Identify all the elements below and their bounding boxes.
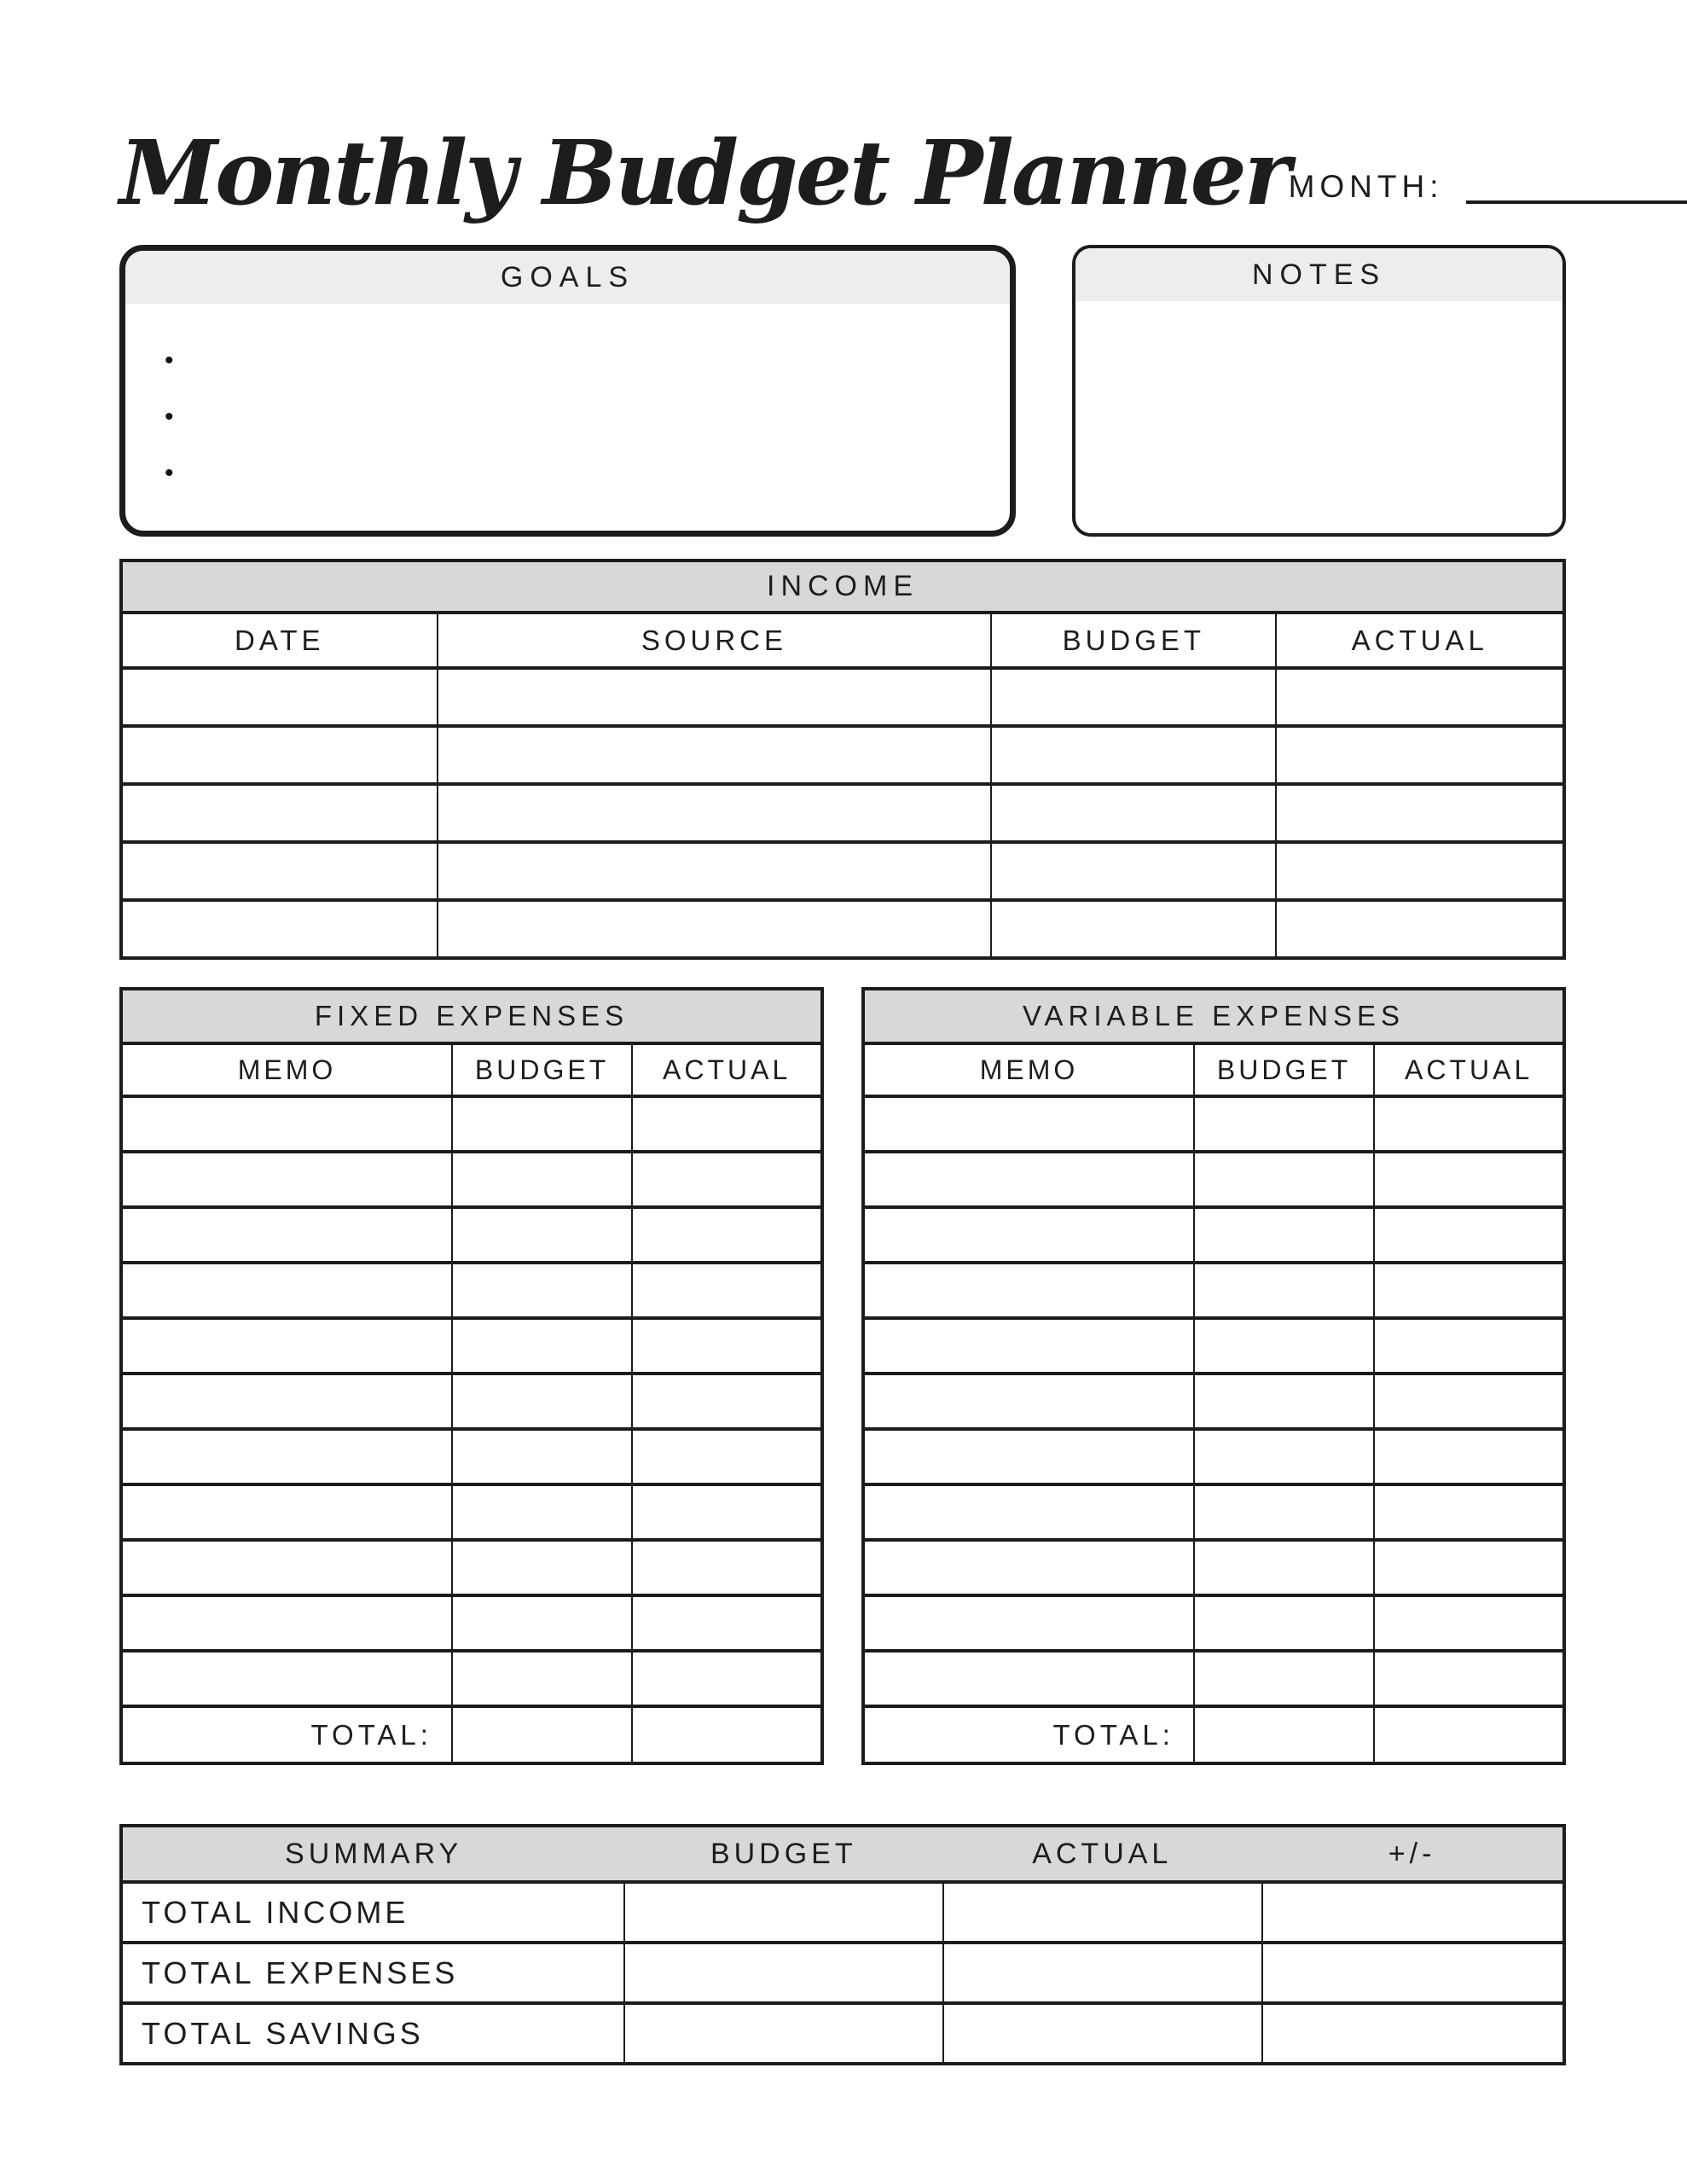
empty-cell <box>632 1318 822 1374</box>
empty-cell <box>991 784 1276 842</box>
bullet-icon: • <box>165 459 174 488</box>
summary-table <box>119 1824 1566 2065</box>
empty-cell <box>121 668 438 726</box>
empty-cell <box>1374 1429 1564 1484</box>
empty-cell <box>863 1096 1194 1152</box>
empty-cell <box>991 842 1276 900</box>
empty-cell <box>863 1484 1194 1540</box>
empty-cell <box>1276 784 1564 842</box>
variable-expenses-total-row <box>863 1706 1564 1763</box>
empty-cell <box>1374 1152 1564 1207</box>
empty-cell <box>632 1706 822 1763</box>
empty-cell <box>1374 1207 1564 1263</box>
income-col-budget: BUDGET <box>991 613 1276 668</box>
fixed-expenses-section-header: FIXED EXPENSES <box>121 989 822 1043</box>
empty-cell <box>452 1318 632 1374</box>
expenses-row <box>119 987 1566 1765</box>
table-row <box>121 1540 822 1595</box>
summary-header-budget: BUDGET <box>710 1837 857 1870</box>
empty-cell <box>1194 1207 1374 1263</box>
table-row <box>121 900 1564 958</box>
summary-label: TOTAL EXPENSES <box>121 1943 624 2003</box>
empty-cell <box>452 1374 632 1429</box>
empty-cell <box>1374 1651 1564 1706</box>
empty-cell <box>1374 1263 1564 1318</box>
empty-cell <box>452 1207 632 1263</box>
table-row <box>121 1152 822 1207</box>
empty-cell <box>1262 2003 1564 2064</box>
income-col-actual: ACTUAL <box>1276 613 1564 668</box>
empty-cell <box>121 1207 452 1263</box>
summary-label: TOTAL SAVINGS <box>121 2003 624 2064</box>
empty-cell <box>1194 1429 1374 1484</box>
table-row <box>863 1318 1564 1374</box>
empty-cell <box>632 1152 822 1207</box>
empty-cell <box>624 1882 943 1943</box>
empty-cell <box>438 726 992 784</box>
page-title: Monthly Budget Planner <box>119 120 1289 225</box>
empty-cell <box>991 668 1276 726</box>
summary-header-labels <box>123 1827 1562 1880</box>
empty-cell <box>943 1943 1263 2003</box>
empty-cell <box>632 1595 822 1651</box>
empty-cell <box>452 1651 632 1706</box>
summary-header-plus-minus: +/- <box>1388 1837 1436 1870</box>
empty-cell <box>452 1484 632 1540</box>
summary-label: TOTAL INCOME <box>121 1882 624 1943</box>
empty-cell <box>1374 1706 1564 1763</box>
summary-section-header <box>121 1826 1564 1882</box>
empty-cell <box>452 1152 632 1207</box>
empty-cell <box>943 1882 1263 1943</box>
variable-expenses-table <box>861 987 1566 1765</box>
empty-cell <box>452 1540 632 1595</box>
table-row <box>121 842 1564 900</box>
table-row <box>121 1595 822 1651</box>
empty-cell <box>121 1096 452 1152</box>
empty-cell <box>438 900 992 958</box>
summary-row-total-income <box>121 1882 1564 1943</box>
empty-cell <box>452 1706 632 1763</box>
empty-cell <box>1194 1152 1374 1207</box>
empty-cell <box>438 668 992 726</box>
empty-cell <box>1194 1263 1374 1318</box>
empty-cell <box>121 1318 452 1374</box>
empty-cell <box>943 2003 1263 2064</box>
empty-cell <box>632 1263 822 1318</box>
fixed-expenses-table <box>119 987 824 1765</box>
empty-cell <box>1194 1374 1374 1429</box>
fixed-col-budget: BUDGET <box>452 1043 632 1096</box>
table-row <box>121 1429 822 1484</box>
variable-col-actual: ACTUAL <box>1374 1043 1564 1096</box>
empty-cell <box>863 1318 1194 1374</box>
table-row <box>863 1263 1564 1318</box>
empty-cell <box>452 1429 632 1484</box>
empty-cell <box>1374 1318 1564 1374</box>
bullet-icon: • <box>165 403 174 432</box>
table-row <box>121 1374 822 1429</box>
table-row <box>863 1374 1564 1429</box>
table-row <box>863 1096 1564 1152</box>
empty-cell <box>121 1651 452 1706</box>
fixed-col-actual: ACTUAL <box>632 1043 822 1096</box>
table-row <box>863 1207 1564 1263</box>
month-fill-line <box>1466 200 1687 204</box>
empty-cell <box>991 900 1276 958</box>
empty-cell <box>632 1651 822 1706</box>
empty-cell <box>863 1429 1194 1484</box>
page-header <box>119 120 1566 225</box>
empty-cell <box>438 842 992 900</box>
fixed-total-label: TOTAL: <box>121 1706 452 1763</box>
empty-cell <box>1374 1595 1564 1651</box>
empty-cell <box>1194 1318 1374 1374</box>
income-column-header-row <box>121 613 1564 668</box>
table-row <box>121 726 1564 784</box>
income-col-source: SOURCE <box>438 613 992 668</box>
empty-cell <box>1194 1595 1374 1651</box>
empty-cell <box>121 842 438 900</box>
empty-cell <box>452 1595 632 1651</box>
month-label: MONTH: <box>1288 169 1444 205</box>
empty-cell <box>1374 1484 1564 1540</box>
empty-cell <box>121 784 438 842</box>
empty-cell <box>863 1374 1194 1429</box>
empty-cell <box>863 1651 1194 1706</box>
goals-body <box>125 304 1010 486</box>
table-row <box>121 784 1564 842</box>
empty-cell <box>1194 1706 1374 1763</box>
empty-cell <box>624 2003 943 2064</box>
empty-cell <box>1374 1374 1564 1429</box>
table-row <box>121 1484 822 1540</box>
empty-cell <box>1194 1540 1374 1595</box>
fixed-expenses-total-row <box>121 1706 822 1763</box>
empty-cell <box>452 1096 632 1152</box>
empty-cell <box>632 1207 822 1263</box>
table-row <box>121 1651 822 1706</box>
empty-cell <box>1374 1540 1564 1595</box>
empty-cell <box>863 1207 1194 1263</box>
empty-cell <box>121 1152 452 1207</box>
empty-cell <box>121 1374 452 1429</box>
empty-cell <box>121 1540 452 1595</box>
summary-row-total-expenses <box>121 1943 1564 2003</box>
empty-cell <box>863 1263 1194 1318</box>
empty-cell <box>121 1484 452 1540</box>
table-row <box>863 1429 1564 1484</box>
table-row <box>121 1318 822 1374</box>
empty-cell <box>863 1540 1194 1595</box>
variable-total-label: TOTAL: <box>863 1706 1194 1763</box>
table-row <box>121 1263 822 1318</box>
variable-col-budget: BUDGET <box>1194 1043 1374 1096</box>
empty-cell <box>1194 1484 1374 1540</box>
empty-cell <box>121 1429 452 1484</box>
notes-header: NOTES <box>1075 248 1562 301</box>
summary-header-summary: SUMMARY <box>285 1837 463 1870</box>
table-row <box>863 1651 1564 1706</box>
empty-cell <box>121 1263 452 1318</box>
empty-cell <box>863 1595 1194 1651</box>
goals-panel <box>119 245 1016 537</box>
table-row <box>863 1540 1564 1595</box>
fixed-expenses-column-header-row <box>121 1043 822 1096</box>
table-row <box>121 1207 822 1263</box>
empty-cell <box>121 726 438 784</box>
empty-cell <box>1262 1882 1564 1943</box>
income-col-date: DATE <box>121 613 438 668</box>
notes-panel <box>1072 245 1566 537</box>
income-table <box>119 559 1566 960</box>
empty-cell <box>1194 1096 1374 1152</box>
empty-cell <box>632 1484 822 1540</box>
variable-col-memo: MEMO <box>863 1043 1194 1096</box>
table-row <box>121 668 1564 726</box>
empty-cell <box>1262 1943 1564 2003</box>
goals-header: GOALS <box>125 251 1010 304</box>
variable-expenses-column-header-row <box>863 1043 1564 1096</box>
goals-notes-row <box>119 245 1566 537</box>
bullet-icon: • <box>165 346 174 375</box>
month-field <box>1289 171 1687 207</box>
empty-cell <box>1276 900 1564 958</box>
empty-cell <box>1276 726 1564 784</box>
empty-cell <box>438 784 992 842</box>
empty-cell <box>624 1943 943 2003</box>
empty-cell <box>121 900 438 958</box>
summary-row-total-savings <box>121 2003 1564 2064</box>
table-row <box>863 1484 1564 1540</box>
summary-header-actual: ACTUAL <box>1032 1837 1173 1870</box>
table-row <box>121 1096 822 1152</box>
empty-cell <box>863 1152 1194 1207</box>
empty-cell <box>1194 1651 1374 1706</box>
empty-cell <box>632 1429 822 1484</box>
empty-cell <box>452 1263 632 1318</box>
empty-cell <box>632 1374 822 1429</box>
empty-cell <box>1276 668 1564 726</box>
fixed-col-memo: MEMO <box>121 1043 452 1096</box>
empty-cell <box>632 1096 822 1152</box>
variable-expenses-section-header: VARIABLE EXPENSES <box>863 989 1564 1043</box>
empty-cell <box>991 726 1276 784</box>
empty-cell <box>1276 842 1564 900</box>
income-section-header: INCOME <box>121 561 1564 613</box>
table-row <box>863 1152 1564 1207</box>
empty-cell <box>632 1540 822 1595</box>
empty-cell <box>121 1595 452 1651</box>
table-row <box>863 1595 1564 1651</box>
empty-cell <box>1374 1096 1564 1152</box>
